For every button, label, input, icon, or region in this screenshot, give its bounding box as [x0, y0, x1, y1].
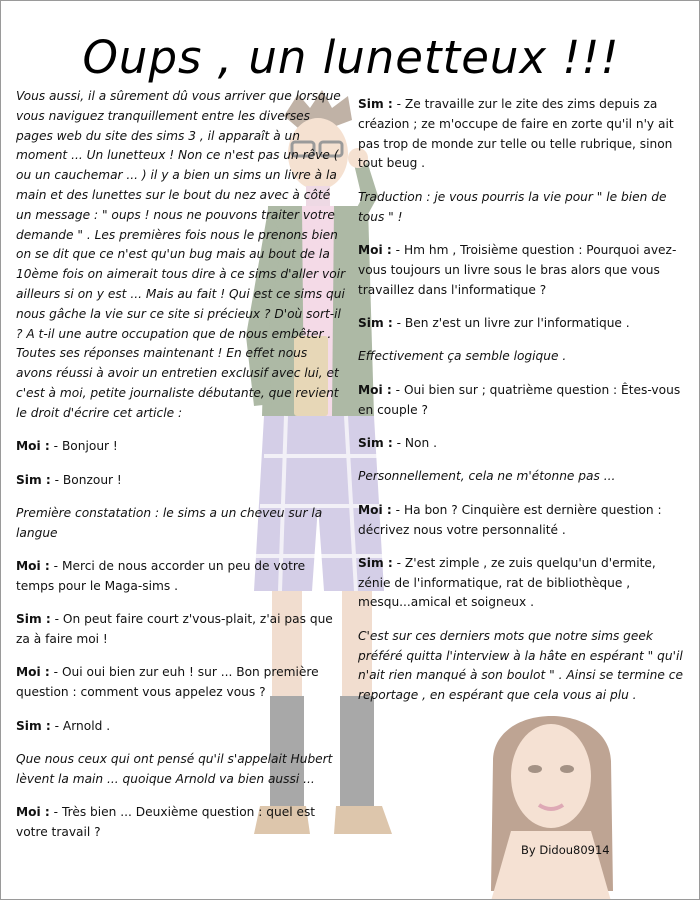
dialogue-line — [16, 610, 346, 650]
dialogue-text: - Ben z'est un livre zur l'informatique . — [392, 315, 630, 330]
speaker-label: Moi : — [358, 382, 392, 397]
narration-line: Effectivement ça semble logique . — [358, 349, 567, 364]
dialogue-text: - Ha bon ? Cinquière est dernière question : décrivez nous votre personnalité . — [358, 502, 662, 537]
dialogue-text: - Oui bien sur ; quatrième question : Êtes-vous en couple ? — [358, 382, 681, 417]
dialogue-line — [16, 663, 346, 703]
dialogue-text: - Très bien ... Deuxième question : quel est votre travail ? — [16, 805, 316, 840]
speaker-label: Sim : — [358, 435, 393, 450]
intro-paragraph: Vous aussi, il a sûrement dû vous arriver que lorsque vous naviguez tranquillement entre les diverses pages web du site des sims 3 , il apparaît à un moment ... Un lunetteux ! Non ce n'est pas un rêve ( ou un cauchemar ... ) il y a bien un sims un livre à la main et des lunettes sur le bout du nez avec à côté un message : " oups ! nous ne pouvons traiter votre demande " . Les premières fois nous le prenons bien on se dit que ce n'est qu'un bug mais au bout de la 10ème fois on aimerait tous dire à ce sims d'aller voir ailleurs si on y est ... Mais au fait ! Qui est ce sims qui nous gâche la vie sur ce site si précieux ? D'où sort-il ? A t-il une autre occupation que de nous embêter . Toutes ses réponses maintenant ! En effet nous avons réussi à avoir un entretien exclusif avec lui, et c'est à moi, petite journaliste débutante, que revient le droit d'écrire cet article : — [16, 89, 346, 420]
speaker-label: Sim : — [358, 315, 393, 330]
dialogue-text: - Merci de nous accorder un peu de votre temps pour le Maga-sims . — [16, 559, 306, 593]
article-title: Oups , un lunetteux !!! — [82, 31, 620, 84]
dialogue-line — [16, 717, 346, 737]
right-column — [358, 95, 686, 720]
dialogue-line — [16, 557, 346, 597]
narration-line: C'est sur ces derniers mots que notre sims geek préféré quitta l'interview à la hâte en espérant " qu'il n'ait rien manqué à son boulot " . Ainsi se termine ce reportage , en espérant que cela vous ai plu . — [358, 628, 683, 703]
speaker-label: Sim : — [16, 472, 51, 487]
dialogue-text: - On peut faire court z'vous-plait, z'ai pas que za à faire moi ! — [16, 612, 333, 647]
speaker-label: Sim : — [16, 612, 51, 627]
dialogue-line — [358, 501, 686, 541]
dialogue-text: - Hm hm , Troisième question : Pourquoi avez-vous toujours un livre sous le bras alors que vous travaillez dans l'informatique ? — [358, 242, 677, 297]
dialogue-line — [16, 471, 346, 491]
dialogue-text: - Oui oui bien zur euh ! sur ... Bon première question : comment vous appelez vous ? — [16, 665, 319, 700]
dialogue-line — [358, 381, 686, 421]
dialogue-line — [358, 314, 686, 334]
speaker-label: Moi : — [16, 805, 50, 820]
dialogue-text: - Arnold . — [50, 718, 111, 733]
dialogue-line — [358, 241, 686, 300]
dialogue-line — [358, 554, 686, 613]
speaker-label: Sim : — [358, 555, 393, 570]
narration-line: Traduction : je vous pourris la vie pour " le bien de tous " ! — [358, 189, 667, 224]
left-column — [16, 87, 346, 856]
speaker-label: Moi : — [358, 242, 392, 257]
dialogue-text: - Non . — [392, 435, 437, 450]
speaker-label: Sim : — [16, 718, 51, 733]
narration-line: Première constatation : le sims a un cheveu sur la langue — [16, 505, 323, 540]
speaker-label: Moi : — [358, 502, 392, 517]
dialogue-text: - Z'est zimple , ze zuis quelqu'un d'ermite, zénie de l'informatique, rat de bibliothèque , mesqu...amical et soigneux . — [358, 555, 656, 610]
dialogue-line — [358, 95, 686, 174]
dialogue-text: - Ze travaille zur le zite des zims depuis za créazion ; ze m'occupe de faire en zorte qu'il n'y ait pas trop de monde zur telle ou telle rubrique, sinon tout beug . — [358, 97, 674, 171]
dialogue-line — [16, 437, 346, 457]
speaker-label: Moi : — [16, 665, 50, 680]
narration-line: Que nous ceux qui ont pensé qu'il s'appelait Hubert lèvent la main ... quoique Arnold va bien aussi ... — [16, 752, 333, 786]
dialogue-line — [16, 803, 346, 843]
speaker-label: Moi : — [16, 439, 50, 454]
narration-line: Personnellement, cela ne m'étonne pas ... — [358, 469, 616, 484]
dialogue-text: - Bonjour ! — [49, 439, 118, 454]
dialogue-line — [358, 434, 686, 454]
author-signature: By Didou80914 — [521, 843, 610, 857]
speaker-label: Sim : — [358, 97, 393, 111]
dialogue-text: - Bonzour ! — [50, 472, 122, 487]
speaker-label: Moi : — [16, 559, 50, 574]
